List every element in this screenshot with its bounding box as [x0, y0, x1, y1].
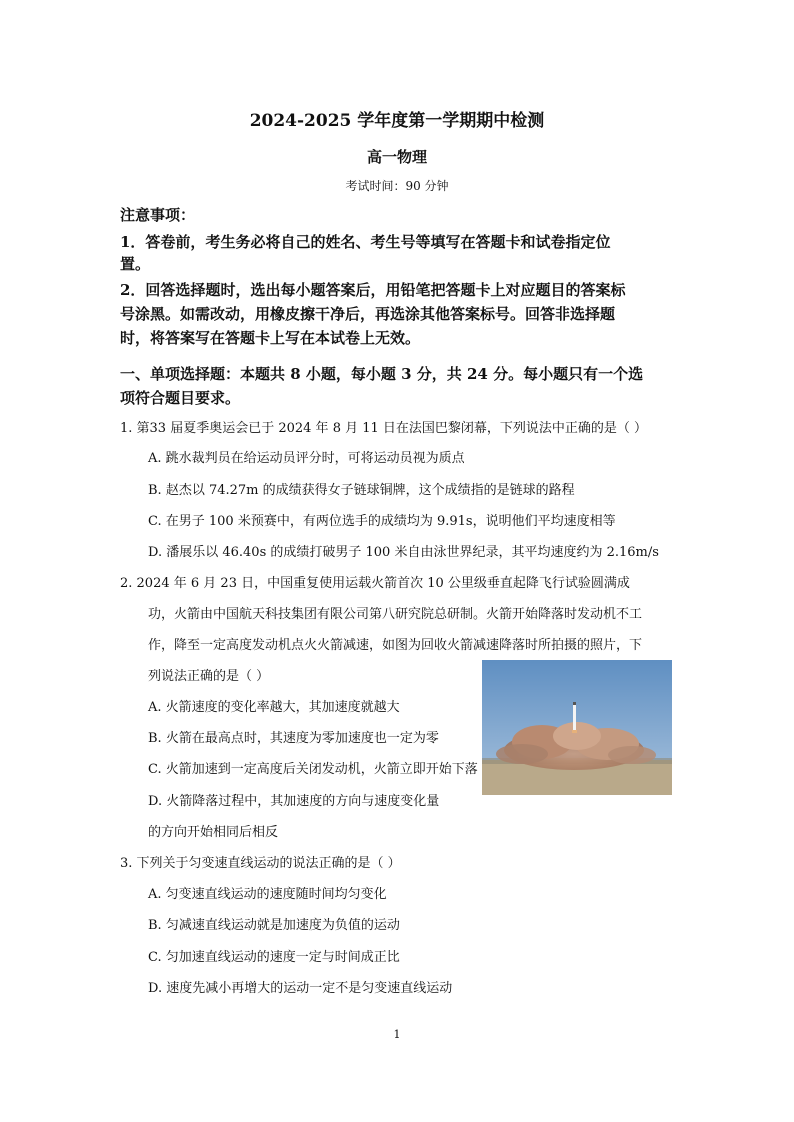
q1-option-c: C. 在男子 100 米预赛中，有两位选手的成绩均为 9.91s，说明他们平均速度相等 — [148, 514, 616, 529]
q3-option-d: D. 速度先减小再增大的运动一定不是匀变速直线运动 — [148, 981, 453, 996]
q3-option-a: A. 匀变速直线运动的速度随时间均匀变化 — [148, 887, 387, 902]
subject-title: 高一物理 — [366, 148, 427, 166]
q2-option-c: C. 火箭加速到一定高度后关闭发动机，火箭立即开始下落 — [148, 762, 478, 777]
section1-heading-a: 一、单项选择题：本题共 8 小题，每小题 3 分，共 24 分。每小题只有一个选 — [120, 365, 644, 383]
notice-heading: 注意事项： — [120, 206, 196, 224]
q2-option-a: A. 火箭速度的变化率越大，其加速度就越大 — [148, 700, 400, 715]
notice-line-2b: 号涂黑。如需改动，用橡皮擦干净后，再选涂其他答案标号。回答非选择题 — [120, 305, 616, 323]
q1-option-b: B. 赵杰以 74.27m 的成绩获得女子链球铜牌，这个成绩指的是链球的路程 — [148, 483, 575, 498]
exam-title: 2024-2025 学年度第一学期期中检测 — [249, 111, 545, 131]
notice-line-1a: 1．答卷前，考生务必将自己的姓名、考生号等填写在答题卡和试卷指定位 — [120, 233, 611, 251]
exam-time: 考试时间：90 分钟 — [345, 179, 449, 193]
q2-option-d-line2: 的方向开始相同后相反 — [148, 825, 279, 840]
q3-option-c: C. 匀加速直线运动的速度一定与时间成正比 — [148, 950, 400, 965]
q3-stem: 3. 下列关于匀变速直线运动的说法正确的是（ ） — [120, 856, 401, 871]
notice-line-2a: 2．回答选择题时，选出每小题答案后，用铅笔把答题卡上对应题目的答案标 — [120, 281, 626, 299]
q2-stem-d: 列说法正确的是（ ） — [148, 669, 270, 684]
q2-option-d-line1: D. 火箭降落过程中，其加速度的方向与速度变化量 — [148, 794, 440, 809]
rocket-landing-photo — [482, 660, 672, 795]
q2-stem-c: 作，降至一定高度发动机点火火箭减速，如图为回收火箭减速降落时所拍摄的照片，下 — [148, 638, 643, 653]
q1-stem: 1. 第33 届夏季奥运会已于 2024 年 8 月 11 日在法国巴黎闭幕，下列说法中正确的是（ ） — [120, 421, 648, 436]
q1-option-a: A. 跳水裁判员在给运动员评分时，可将运动员视为质点 — [148, 451, 465, 466]
section1-heading-b: 项符合题目要求。 — [120, 389, 241, 407]
q1-option-d: D. 潘展乐以 46.40s 的成绩打破男子 100 米自由泳世界纪录，其平均速度约为 2.16m/s — [148, 545, 659, 560]
notice-line-1b: 置。 — [120, 255, 151, 273]
q2-stem-a: 2. 2024 年 6 月 23 日，中国重复使用运载火箭首次 10 公里级垂直起降飞行试验圆满成 — [120, 576, 630, 591]
q2-stem-b: 功，火箭由中国航天科技集团有限公司第八研究院总研制。火箭开始降落时发动机不工 — [148, 607, 643, 622]
page-number: 1 — [393, 1028, 401, 1041]
q3-option-b: B. 匀减速直线运动就是加速度为负值的运动 — [148, 918, 400, 933]
q2-option-b: B. 火箭在最高点时，其速度为零加速度也一定为零 — [148, 731, 439, 746]
notice-line-2c: 时，将答案写在答题卡上写在本试卷上无效。 — [120, 329, 421, 347]
